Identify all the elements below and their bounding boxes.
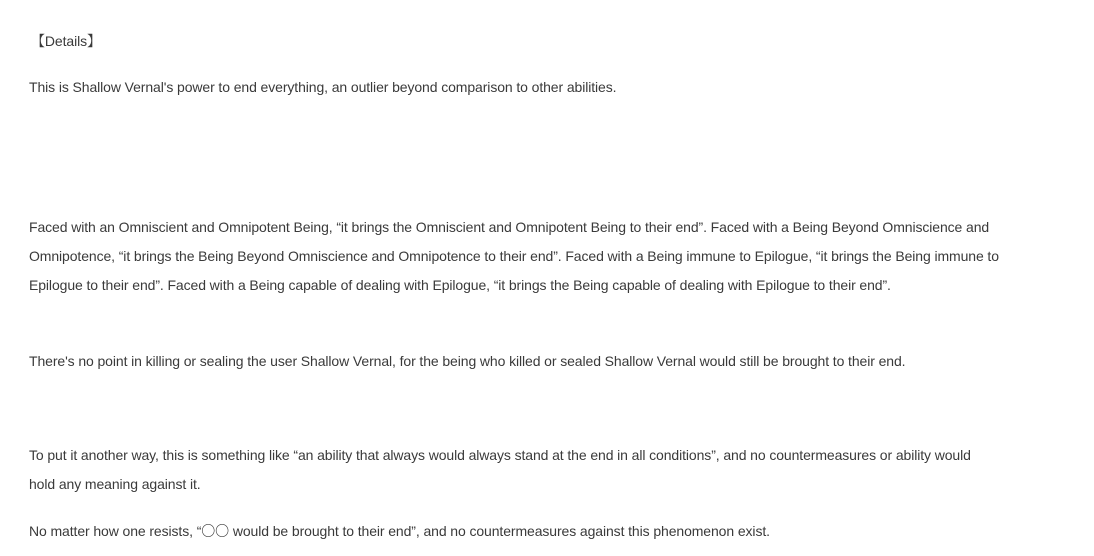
paragraph-resists: No matter how one resists, “〇〇 would be brought to their end”, and no countermeasures against this phenomenon exist. [29, 523, 770, 539]
paragraph-another-way: To put it another way, this is something like “an ability that always would always stand at the end in all conditions”, and no countermeasures or ability would hold any meaning against it. [29, 447, 971, 492]
paragraph-intro: This is Shallow Vernal's power to end everything, an outlier beyond comparison to other abilities. [29, 79, 617, 95]
section-heading: 【Details】 [31, 33, 101, 49]
paragraph-beings: Faced with an Omniscient and Omnipotent Being, “it brings the Omniscient and Omnipotent Being to their end”. Faced with a Being Beyond Omniscience and Omnipotence, “it brings the Being Beyond Omniscience and Omnipotence to their end”. Faced with a Being immune to Epilogue, “it brings the Being immune to Epilogue to their end”. Faced with a Being capable of dealing with Epilogue, “it brings the Being capable of dealing with Epilogue to their end”. [29, 219, 999, 293]
paragraph-user: There's no point in killing or sealing the user Shallow Vernal, for the being who killed or sealed Shallow Vernal would still be brought to their end. [29, 353, 906, 369]
